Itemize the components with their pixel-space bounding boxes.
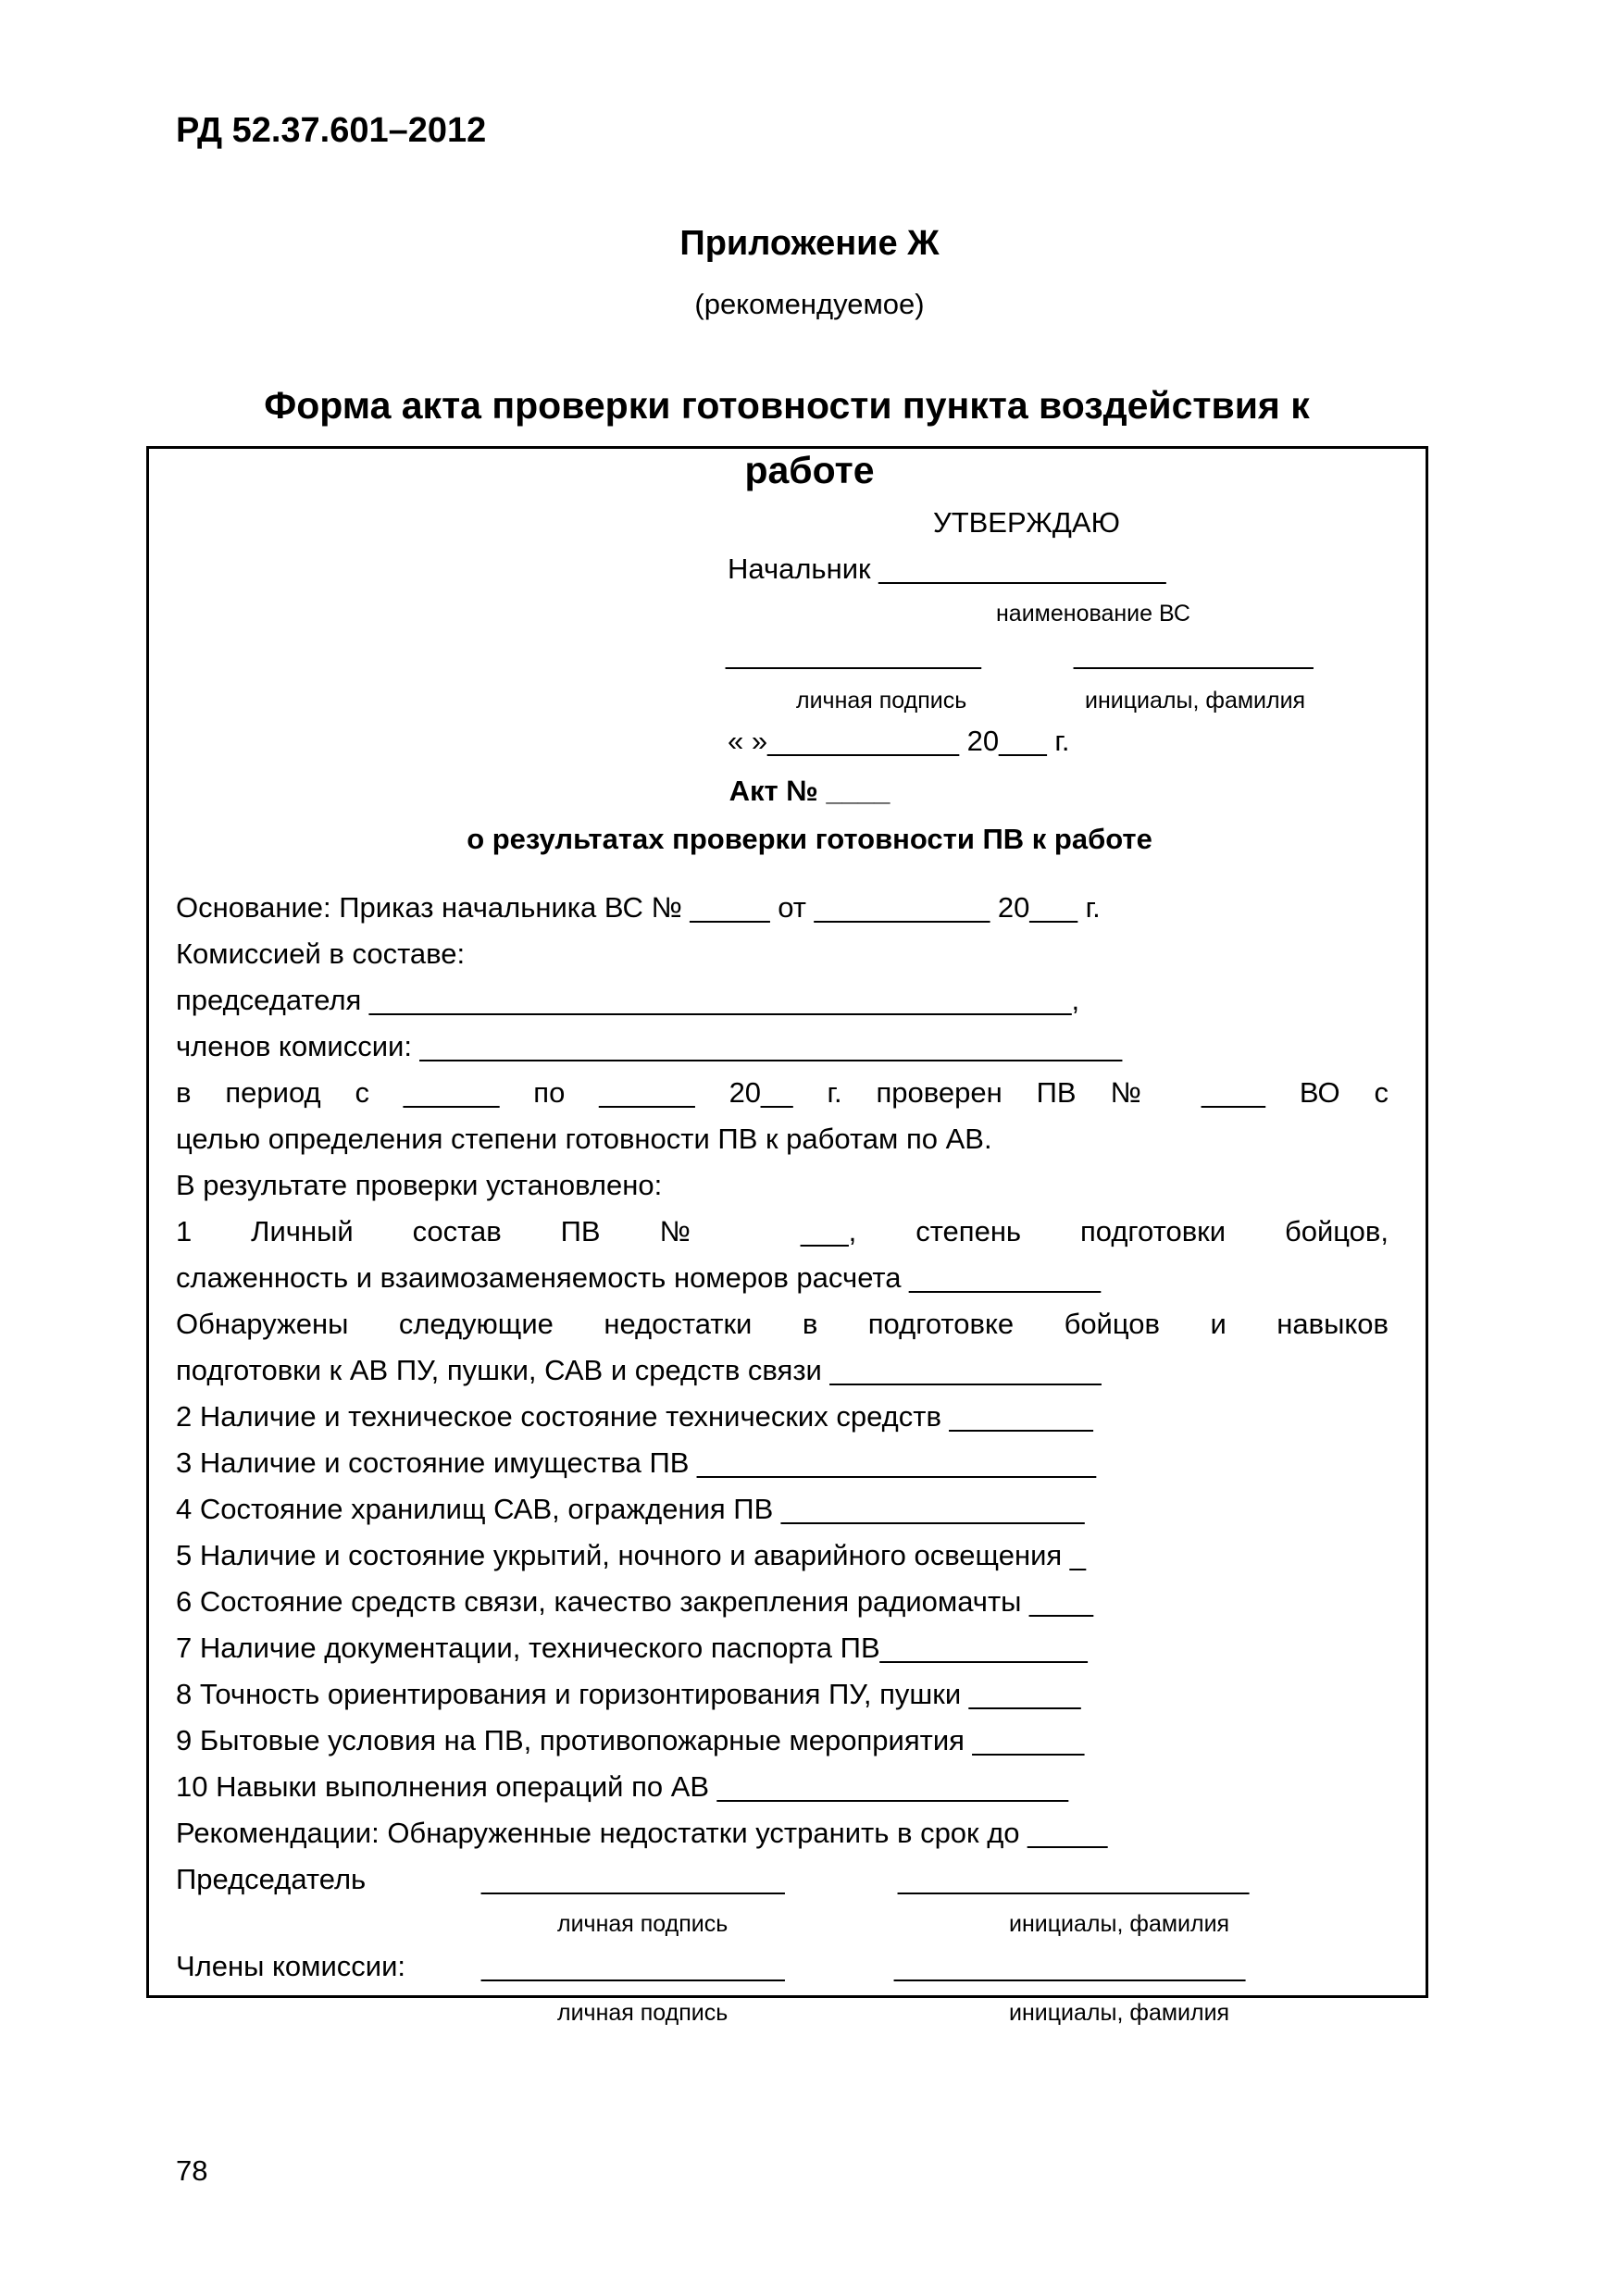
item-8: 8 Точность ориентирования и горизонтирования ПУ, пушки _______ — [176, 1678, 1081, 1710]
item-4: 4 Состояние хранилищ САВ, ограждения ПВ ___________________ — [176, 1493, 1085, 1525]
item-1-line1: 1 Личный состав ПВ № ___, степень подготовки бойцов, — [176, 1215, 1389, 1247]
commission-line: Комиссией в составе: — [176, 937, 466, 970]
members-signature-line: ___________________ — [481, 1950, 785, 1982]
chairman-label: Председатель — [176, 1863, 367, 1895]
members-name-line: ______________________ — [894, 1950, 1246, 1982]
document-code: РД 52.37.601–2012 — [176, 111, 487, 150]
chairman-name-caption: инициалы, фамилия — [1009, 1911, 1230, 1937]
approval-name-line: _______________ — [1074, 638, 1314, 670]
item-9: 9 Бытовые условия на ПВ, противопожарные мероприятия _______ — [176, 1724, 1085, 1756]
approval-org-caption: наименование ВС — [996, 601, 1190, 627]
item-10: 10 Навыки выполнения операций по АВ ______________________ — [176, 1770, 1068, 1803]
item-1-line2: слаженность и взаимозаменяемость номеров расчета ____________ — [176, 1261, 1102, 1294]
purpose-line: целью определения степени готовности ПВ к работам по АВ. — [176, 1123, 992, 1155]
period-line: в период с ______ по ______ 20__ г. проверен ПВ № ____ ВО с — [176, 1076, 1389, 1109]
appendix-status: (рекомендуемое) — [694, 288, 925, 320]
chairman-signature-line: ___________________ — [481, 1863, 785, 1895]
page-number: 78 — [176, 2154, 208, 2187]
deficiencies-line2: подготовки к АВ ПУ, пушки, САВ и средств связи _________________ — [176, 1354, 1102, 1386]
chairman-field-line: председателя ____________________________________________, — [176, 984, 1080, 1016]
item-6: 6 Состояние средств связи, качество закрепления радиомачты ____ — [176, 1585, 1094, 1618]
item-7: 7 Наличие документации, технического паспорта ПВ_____________ — [176, 1632, 1088, 1664]
results-heading: В результате проверки установлено: — [176, 1169, 663, 1201]
chairman-name-line: ______________________ — [898, 1863, 1250, 1895]
form-title-line1: Форма акта проверки готовности пункта воздействия к — [264, 384, 1310, 427]
item-3: 3 Наличие и состояние имущества ПВ _________________________ — [176, 1446, 1097, 1479]
act-number: Акт № ____ — [729, 775, 890, 807]
approval-signature-line: ________________ — [726, 638, 981, 670]
chairman-signature-caption: личная подпись — [557, 1911, 729, 1937]
approval-label: УТВЕРЖДАЮ — [933, 506, 1120, 539]
form-title-line2: работе — [744, 449, 875, 491]
members-field-line: членов комиссии: ____________________________________________ — [176, 1030, 1123, 1062]
members-name-caption: инициалы, фамилия — [1009, 2000, 1230, 2026]
deficiencies-line1: Обнаружены следующие недостатки в подготовке бойцов и навыков — [176, 1308, 1389, 1340]
recommendations-line: Рекомендации: Обнаруженные недостатки устранить в срок до _____ — [176, 1817, 1108, 1849]
basis-line: Основание: Приказ начальника ВС № _____ от ___________ 20___ г. — [176, 891, 1101, 924]
members-label: Члены комиссии: — [176, 1950, 406, 1982]
item-2: 2 Наличие и техническое состояние технических средств _________ — [176, 1400, 1093, 1433]
approval-chief-line: Начальник __________________ — [728, 552, 1166, 585]
approval-name-caption: инициалы, фамилия — [1085, 688, 1306, 714]
item-5: 5 Наличие и состояние укрытий, ночного и аварийного освещения _ — [176, 1539, 1087, 1571]
act-subject: о результатах проверки готовности ПВ к работе — [467, 823, 1152, 855]
appendix-title: Приложение Ж — [679, 224, 940, 263]
approval-signature-caption: личная подпись — [796, 688, 967, 714]
approval-date: « »____________ 20___ г. — [728, 725, 1070, 757]
members-signature-caption: личная подпись — [557, 2000, 729, 2026]
